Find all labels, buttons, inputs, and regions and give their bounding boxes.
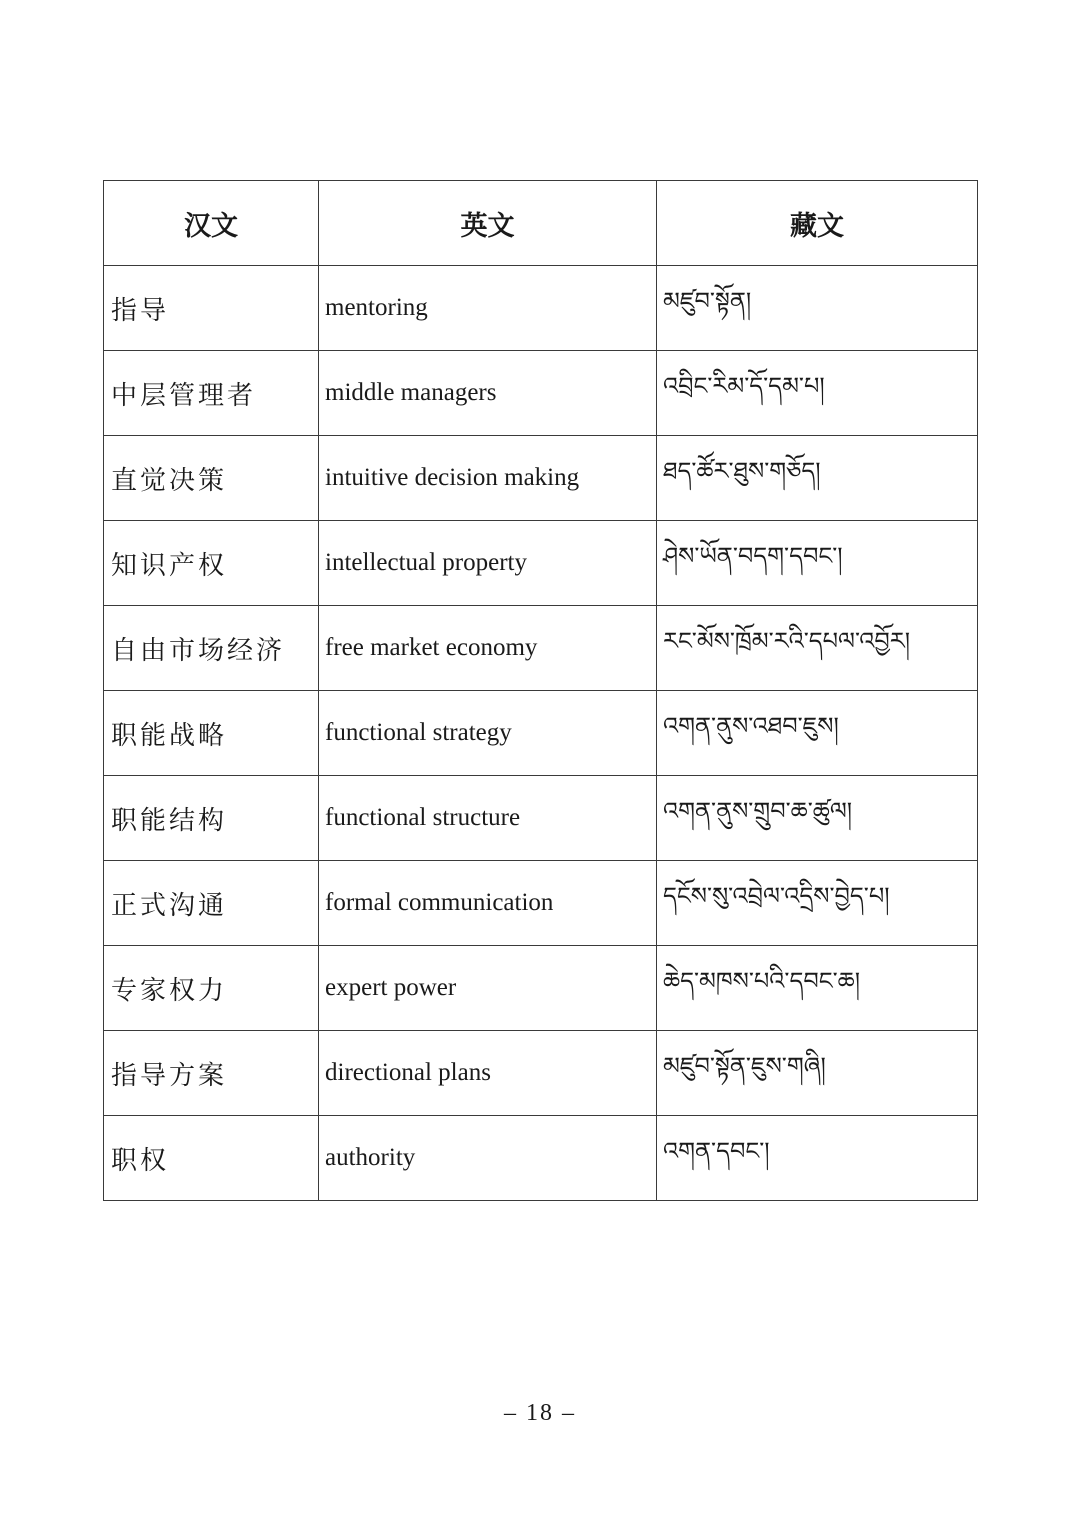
table-row <box>104 861 978 946</box>
english-term: formal communication <box>319 861 657 946</box>
english-term: middle managers <box>319 351 657 436</box>
english-term: authority <box>319 1116 657 1201</box>
header-chinese: 汉文 <box>104 181 319 266</box>
glossary-table <box>103 180 978 1201</box>
tibetan-term: ཤེས་ཡོན་བདག་དབང་། <box>657 521 978 606</box>
chinese-term: 正式沟通 <box>104 861 319 946</box>
chinese-term: 职能结构 <box>104 776 319 861</box>
chinese-term: 职能战略 <box>104 691 319 776</box>
english-term: expert power <box>319 946 657 1031</box>
tibetan-term: འགན་ནུས་འཐབ་ཇུས། <box>657 691 978 776</box>
page-number: – 18 – <box>504 1400 576 1426</box>
table-row <box>104 946 978 1031</box>
table-row <box>104 521 978 606</box>
english-term: mentoring <box>319 266 657 351</box>
table-row <box>104 436 978 521</box>
tibetan-term: རང་མོས་ཁྲོམ་རའི་དཔལ་འབྱོར། <box>657 606 978 691</box>
table-row <box>104 266 978 351</box>
tibetan-term: མཛུབ་སྟོན་ཇུས་གཞི། <box>657 1031 978 1116</box>
english-term: intuitive decision making <box>319 436 657 521</box>
table-row <box>104 691 978 776</box>
chinese-term: 指导方案 <box>104 1031 319 1116</box>
table-row <box>104 606 978 691</box>
tibetan-term: མཛུབ་སྟོན། <box>657 266 978 351</box>
tibetan-term: དངོས་སུ་འབྲེལ་འདྲིས་བྱེད་པ། <box>657 861 978 946</box>
english-term: intellectual property <box>319 521 657 606</box>
tibetan-term: ཐད་ཚོར་ཐུས་གཅོད། <box>657 436 978 521</box>
chinese-term: 自由市场经济 <box>104 606 319 691</box>
header-tibetan: 藏文 <box>657 181 978 266</box>
header-english: 英文 <box>319 181 657 266</box>
table-row <box>104 1031 978 1116</box>
tibetan-term: འབྲིང་རིམ་དོ་དམ་པ། <box>657 351 978 436</box>
table-row <box>104 776 978 861</box>
chinese-term: 中层管理者 <box>104 351 319 436</box>
chinese-term: 直觉决策 <box>104 436 319 521</box>
tibetan-term: འགན་དབང་། <box>657 1116 978 1201</box>
tibetan-term: འགན་ནུས་གྲུབ་ཆ་ཚུལ། <box>657 776 978 861</box>
english-term: directional plans <box>319 1031 657 1116</box>
table-row <box>104 1116 978 1201</box>
table-row <box>104 351 978 436</box>
chinese-term: 职权 <box>104 1116 319 1201</box>
english-term: free market economy <box>319 606 657 691</box>
chinese-term: 指导 <box>104 266 319 351</box>
chinese-term: 知识产权 <box>104 521 319 606</box>
english-term: functional strategy <box>319 691 657 776</box>
english-term: functional structure <box>319 776 657 861</box>
chinese-term: 专家权力 <box>104 946 319 1031</box>
tibetan-term: ཆེད་མཁས་པའི་དབང་ཆ། <box>657 946 978 1031</box>
table-header-row <box>104 181 978 266</box>
